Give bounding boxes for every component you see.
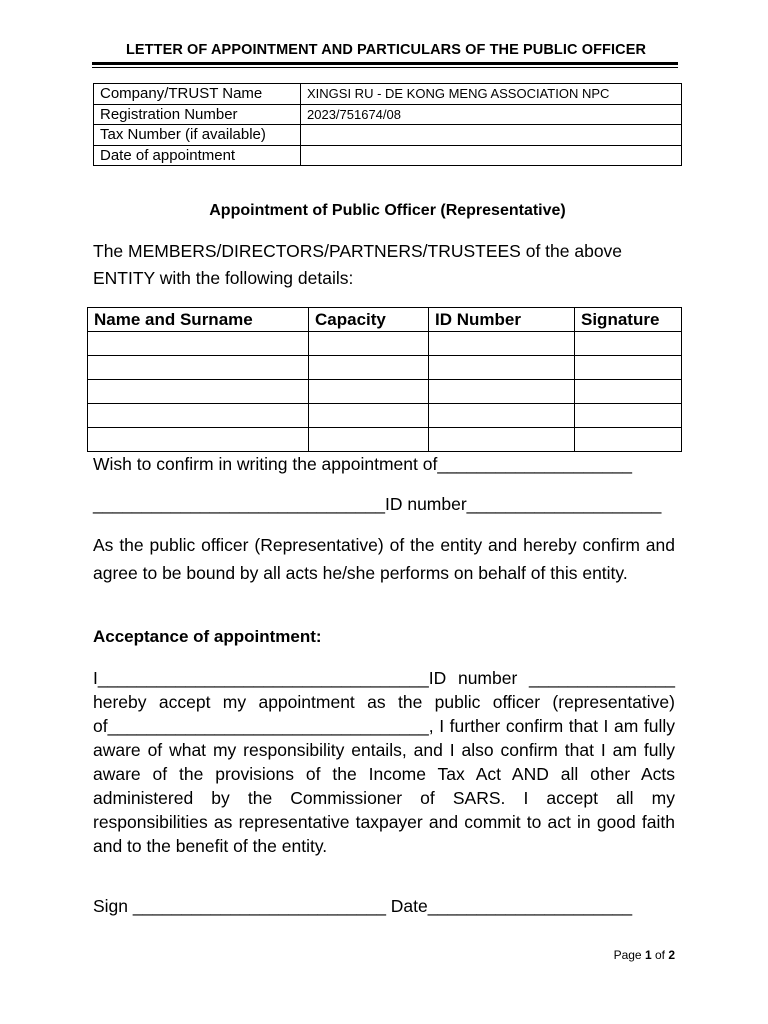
appointment-heading: Appointment of Public Officer (Representative)	[209, 202, 566, 219]
entity-label: Registration Number	[94, 104, 301, 125]
table-cell	[309, 332, 429, 356]
officer-paragraph: As the public officer (Representative) of the entity and hereby confirm and agree to be bound by all acts he/she performs on behalf of this entity.	[93, 535, 675, 583]
table-cell	[575, 332, 682, 356]
entity-label: Company/TRUST Name	[94, 84, 301, 105]
page-footer	[614, 948, 675, 962]
table-row	[94, 125, 682, 146]
acceptance-heading: Acceptance of appointment:	[93, 627, 322, 646]
table-cell	[575, 404, 682, 428]
table-cell	[309, 428, 429, 452]
table-cell	[88, 332, 309, 356]
column-header-name: Name and Surname	[88, 308, 309, 332]
entity-details-table	[93, 83, 682, 166]
document-title: LETTER OF APPOINTMENT AND PARTICULARS OF THE PUBLIC OFFICER	[125, 42, 647, 58]
table-cell	[309, 380, 429, 404]
table-row	[94, 84, 682, 105]
table-cell	[309, 356, 429, 380]
table-row	[88, 380, 682, 404]
table-cell	[429, 428, 575, 452]
table-row	[94, 104, 682, 125]
table-cell	[429, 356, 575, 380]
page-of-label: of	[651, 948, 669, 962]
title-rule-thin	[92, 67, 678, 68]
table-row	[88, 428, 682, 452]
sign-date-line: Sign __________________________ Date_____________________	[93, 896, 633, 916]
table-cell	[88, 404, 309, 428]
table-cell	[429, 332, 575, 356]
table-cell	[88, 428, 309, 452]
table-cell	[309, 404, 429, 428]
intro-text: The MEMBERS/DIRECTORS/PARTNERS/TRUSTEES of the above ENTITY with the following details:	[93, 241, 623, 288]
table-cell	[88, 380, 309, 404]
title-rule	[92, 62, 678, 65]
members-table	[87, 307, 682, 452]
column-header-capacity: Capacity	[309, 308, 429, 332]
entity-value: XINGSI RU - DE KONG MENG ASSOCIATION NPC	[301, 84, 682, 105]
total-pages-number: 2	[668, 948, 675, 962]
table-row	[88, 404, 682, 428]
page-label: Page	[613, 948, 645, 962]
table-cell	[575, 380, 682, 404]
table-cell	[429, 404, 575, 428]
confirm-appointment-line: Wish to confirm in writing the appointment of____________________	[93, 454, 632, 474]
table-row	[94, 145, 682, 166]
entity-label: Tax Number (if available)	[94, 125, 301, 146]
column-header-id-number: ID Number	[429, 308, 575, 332]
table-row	[88, 356, 682, 380]
entity-value: 2023/751674/08	[301, 104, 682, 125]
entity-value	[301, 125, 682, 146]
table-cell	[575, 428, 682, 452]
table-row	[88, 332, 682, 356]
acceptance-paragraph: I__________________________________ID number _______________ hereby accept my appointment as the public officer (representative) of_________________________________, I further confirm that I am fully aware of what my responsibility entails, and I also confirm that I am fully aware of the provisions of the Income Tax Act AND all other Acts administered by the Commissioner of SARS. I accept all my responsibilities as representative taxpayer and commit to act in good faith and to the benefit of the entity.	[93, 668, 675, 856]
table-header-row	[88, 308, 682, 332]
column-header-signature: Signature	[575, 308, 682, 332]
entity-value	[301, 145, 682, 166]
table-cell	[88, 356, 309, 380]
current-page-number: 1	[644, 948, 652, 962]
entity-label: Date of appointment	[94, 145, 301, 166]
table-cell	[429, 380, 575, 404]
id-number-line: ______________________________ID number____________________	[93, 494, 662, 514]
table-cell	[575, 356, 682, 380]
